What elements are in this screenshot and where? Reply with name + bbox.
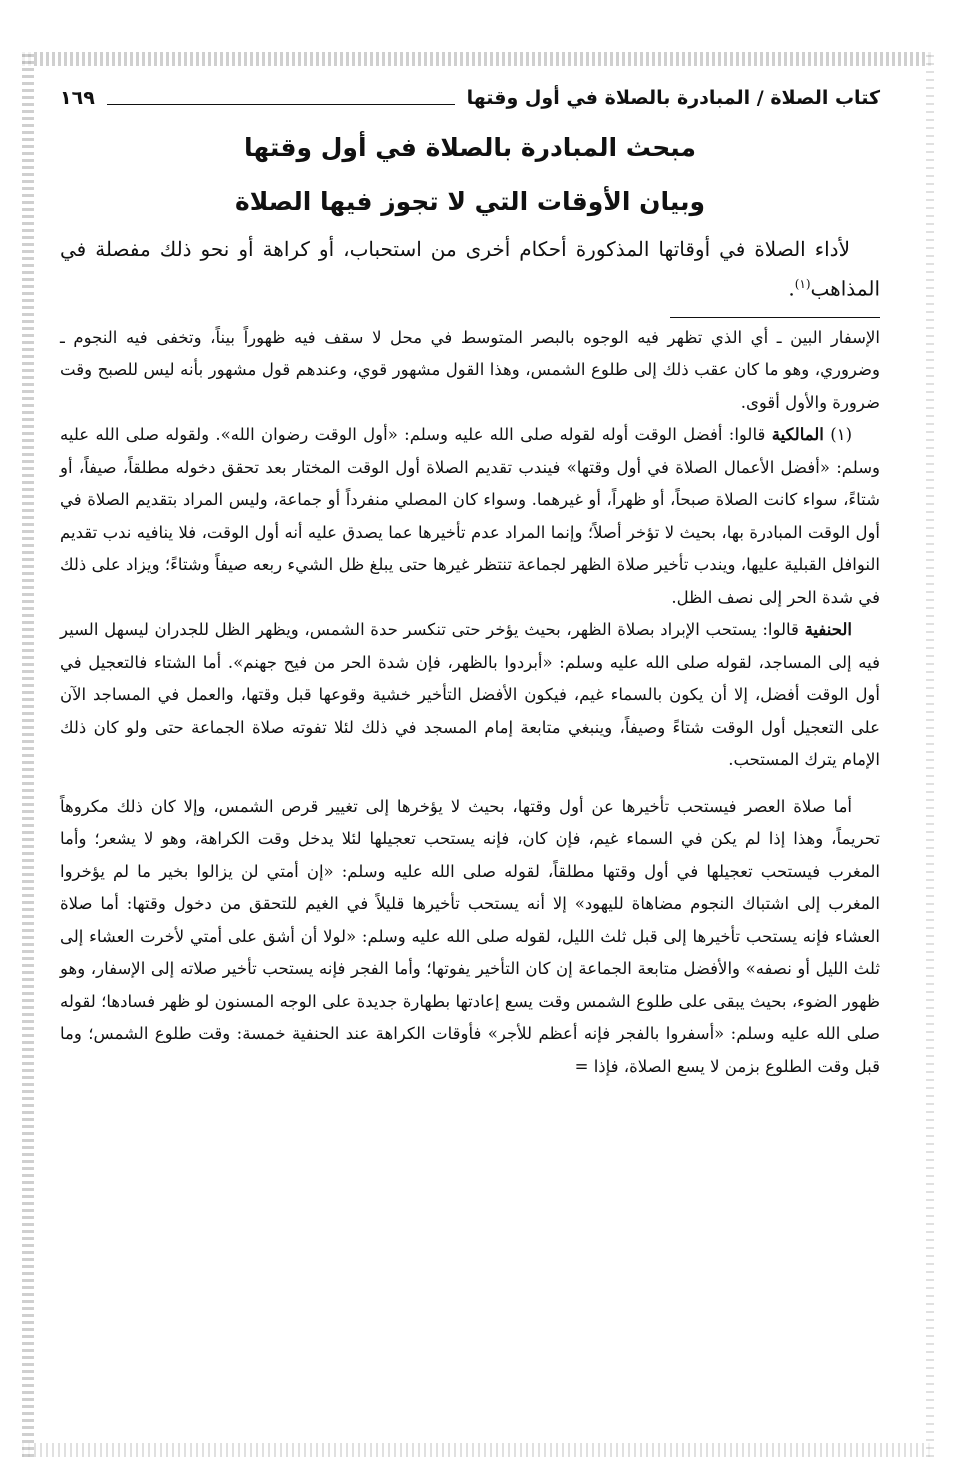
page-content: [60, 78, 880, 1083]
note-maliki: [60, 419, 880, 614]
ornamental-border-right: [926, 52, 934, 1457]
maliki-text: قالوا: أفضل الوقت أوله لقوله صلى الله عليه وسلم: «أول الوقت رضوان الله». ولقوله صلى الله عليه وسلم: «أفضل الأعمال الصلاة في أول وقتها» فيندب تقديم الصلاة أول الوقت المختار بعد تحقق دخوله مطلقاً، صيفاً، أو شتاءً، سواء كانت الصلاة صبحاً، أو ظهراً، أو غيرهما. وسواء كان المصلي منفرداً أو جماعة، وليس المراد بتقديم الصلاة في أول الوقت المبادرة بها، بحيث لا تؤخر أصلاً؛ وإنما المراد عدم تأخيرها عما يصدق عليه أنه أول الوقت، فلا ينافيه ندب تقديم النوافل القبلية عليها، ويندب تأخير صلاة الظهر لجماعة تنتظر غيرها حتى يبلغ ظل الشيء ربعه صيفاً وشتاءً؛ ويزاد على ذلك في شدة الحر إلى نصف الظل.: [60, 425, 880, 607]
continuation-mark: =: [574, 1056, 589, 1076]
asr-text: أما صلاة العصر فيستحب تأخيرها عن أول وقتها، بحيث لا يؤخرها إلى تغيير قرص الشمس، وإلا كان ذلك مكروهاً تحريماً، وهذا إذا لم يكن في السماء غيم، فإن كان، فإنه يستحب تعجيلها لئلا يدخل وقت الكراهة، وهو لا يشعر؛ وأما المغرب فيستحب تعجيلها في أول وقتها مطلقاً، لقوله صلى الله عليه وسلم: «إن أمتي لن يزالوا بخير ما لم يؤخروا المغرب إلى اشتباك النجوم مضاهاة لليهود» إلا أنه يستحب تأخيرها قليلاً في الغيم للتحقق من دخول وقتها: أما صلاة العشاء فإنه يستحب تأخيرها إلى قبل ثلث الليل، لقوله صلى الله عليه وسلم: «لولا أن أشق على أمتي لأخرت العشاء إلى ثلث الليل أو نصفه» والأفضل متابعة الجماعة إن كان التأخير يفوتها؛ وأما الفجر فإنه يستحب تأخير صلاته إلى الإسفار، وهو ظهور الضوء، بحيث يبقى على طلوع الشمس وقت يسع إعادتها بطهارة جديدة على الوجه المسنون لو ظهر فسادها؛ لقوله صلى الله عليه وسلم: «أسفروا بالفجر فإنه أعظم للأجر» فأوقات الكراهة عند الحنفية خمسة: وقت طلوع الشمس؛ وما قبل وقت الطلوع بزمن لا يسع الصلاة، فإذا: [60, 796, 880, 1076]
section-title-2: وبيان الأوقات التي لا تجوز فيها الصلاة: [234, 187, 706, 216]
header-rule: [107, 104, 455, 105]
note-para-isfar: الإسفار البين ـ أي الذي تظهر فيه الوجوه بالبصر المتوسط في محل لا سقف فيه ظهوراً بيناً، وتخفى فيه النجوم ـ وضروري، وهو ما كان عقب ذلك إلى طلوع الشمس، وهذا القول مشهور قوي، وعندهم قول مشهور بأنه ليس للصبح وقت ضرورة والأول أقوى.: [60, 327, 880, 412]
paragraph-gap: [60, 777, 880, 791]
footnote-ref[interactable]: (١): [794, 277, 811, 291]
running-title: كتاب الصلاة / المبادرة بالصلاة في أول وقتها: [466, 87, 880, 109]
intro-end: .: [788, 276, 795, 301]
note-asr: [60, 791, 880, 1084]
intro-text: لأداء الصلاة في أوقاتها المذكورة أحكام أخرى من استحباب، أو كراهة أو نحو ذلك مفصلة في المذاهب: [60, 237, 880, 301]
ornamental-border-top: [22, 52, 934, 66]
maliki-label: المالكية: [771, 425, 824, 445]
hanafi-label: الحنفية: [804, 620, 852, 640]
page-number: ١٦٩: [60, 87, 95, 109]
hanafi-text: قالوا: يستحب الإبراد بصلاة الظهر، بحيث يؤخر حتى تنكسر حدة الشمس، ويظهر الظل للجدران ليسهل السير فيه إلى المساجد، لقوله صلى الله عليه وسلم: «أبردوا بالظهر، فإن شدة الحر من فيح جهنم». أما الشتاء فالتعجيل في أول الوقت أفضل، إلا أن يكون بالسماء غيم، فيكون الأفضل التأخير خشية وقوعها قبل وقتها، والعمل في المساجد الآن على التعجيل أول الوقت شتاءً وصيفاً، وينبغي متابعة إمام المسجد في ذلك لئلا تفوته صلاة الجماعة حتى ولو كان ذلك الإمام يترك المستحب.: [60, 620, 880, 770]
running-header: [60, 78, 880, 118]
section-title-1: مبحث المبادرة بالصلاة في أول وقتها: [244, 133, 696, 162]
intro-paragraph: [60, 232, 880, 307]
ornamental-border-left: [22, 52, 34, 1457]
footnote-rule: [670, 317, 880, 318]
ornamental-border-bottom: [22, 1443, 934, 1457]
footnotes: [60, 322, 880, 1084]
maliki-number: (١): [830, 425, 852, 445]
note-hanafi: [60, 614, 880, 777]
